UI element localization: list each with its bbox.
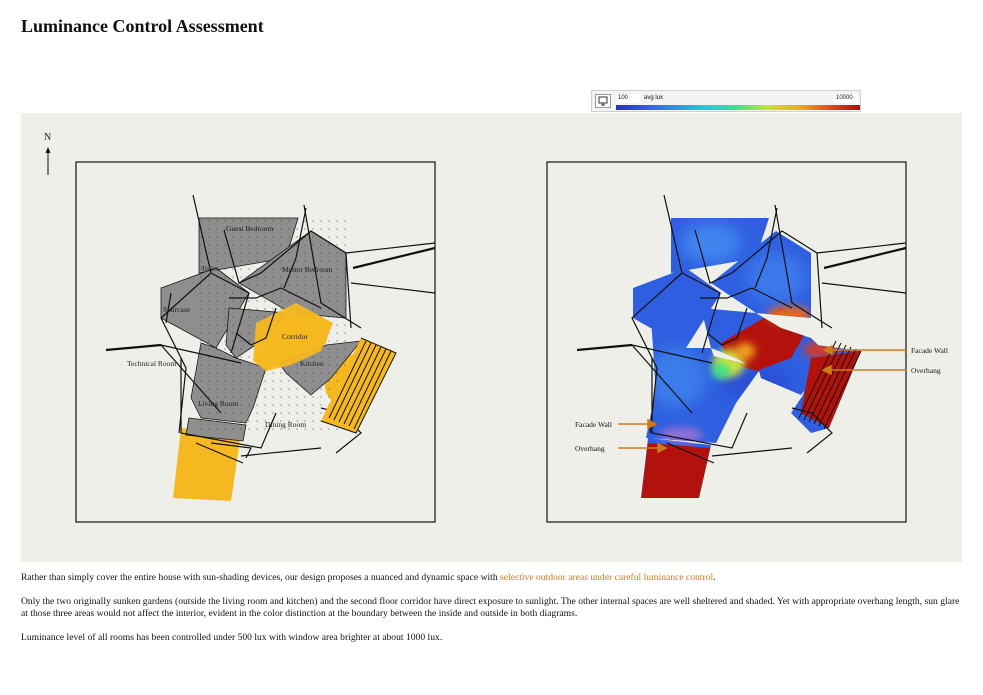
paragraph-3: Luminance level of all rooms has been controlled under 500 lux with window area brighter at about 1000 lux. bbox=[21, 632, 443, 643]
paragraph-2: Only the two originally sunken gardens (outside the living room and kitchen) and the second floor corridor have direct exposure to sunlight. The other internal spaces are well sheltered and shaded. Yet with appropriate overhang length, sun glare at those three areas would not affect the interior, evident in the color distinction at the boundary between the inside and outside in both diagrams. bbox=[21, 596, 960, 619]
room-label-living-room: Living Room bbox=[198, 399, 239, 408]
annotation-overhang-left: Overhang bbox=[575, 444, 605, 453]
room-label-guest-bedroom: Guest Bedroom bbox=[226, 224, 274, 233]
annotation-facade-wall-left: Facade Wall bbox=[575, 420, 612, 429]
north-label: N bbox=[44, 132, 52, 143]
right-luminance-heatmap bbox=[547, 162, 948, 522]
room-label-technical-room: Technical Room bbox=[127, 359, 177, 368]
annotation-facade-wall-right: Facade Wall bbox=[911, 346, 948, 355]
room-label-corridor: Corridor bbox=[282, 332, 308, 341]
page-title: Luminance Control Assessment bbox=[21, 16, 264, 36]
north-arrow-icon bbox=[46, 147, 51, 175]
room-label-kitchen: Kitchen bbox=[300, 359, 324, 368]
legend-max-value[interactable]: 10000 bbox=[834, 94, 858, 103]
highlight-text: selective outdoor areas under careful luminance control bbox=[500, 572, 714, 583]
left-floor-plan bbox=[76, 162, 435, 522]
description-text bbox=[21, 572, 966, 656]
paragraph-1: Rather than simply cover the entire house with sun-shading devices, our design proposes a nuanced and dynamic space with selective outdoor areas under careful luminance control. bbox=[21, 572, 716, 583]
legend-gradient bbox=[616, 105, 860, 110]
lux-legend bbox=[591, 90, 861, 112]
room-label-dining-room: Dining Room bbox=[265, 420, 307, 429]
legend-min-value[interactable]: 100 bbox=[616, 94, 640, 103]
annotation-overhang-right: Overhang bbox=[911, 366, 941, 375]
room-label-master-bedroom: Master Bedroom bbox=[282, 265, 333, 274]
room-label-staircase: Staircase bbox=[163, 305, 191, 314]
room-label-toilet: Toilet bbox=[201, 264, 219, 273]
legend-label: avg lux bbox=[644, 95, 664, 101]
diagram-panel bbox=[21, 113, 962, 562]
monitor-icon[interactable] bbox=[595, 94, 611, 108]
